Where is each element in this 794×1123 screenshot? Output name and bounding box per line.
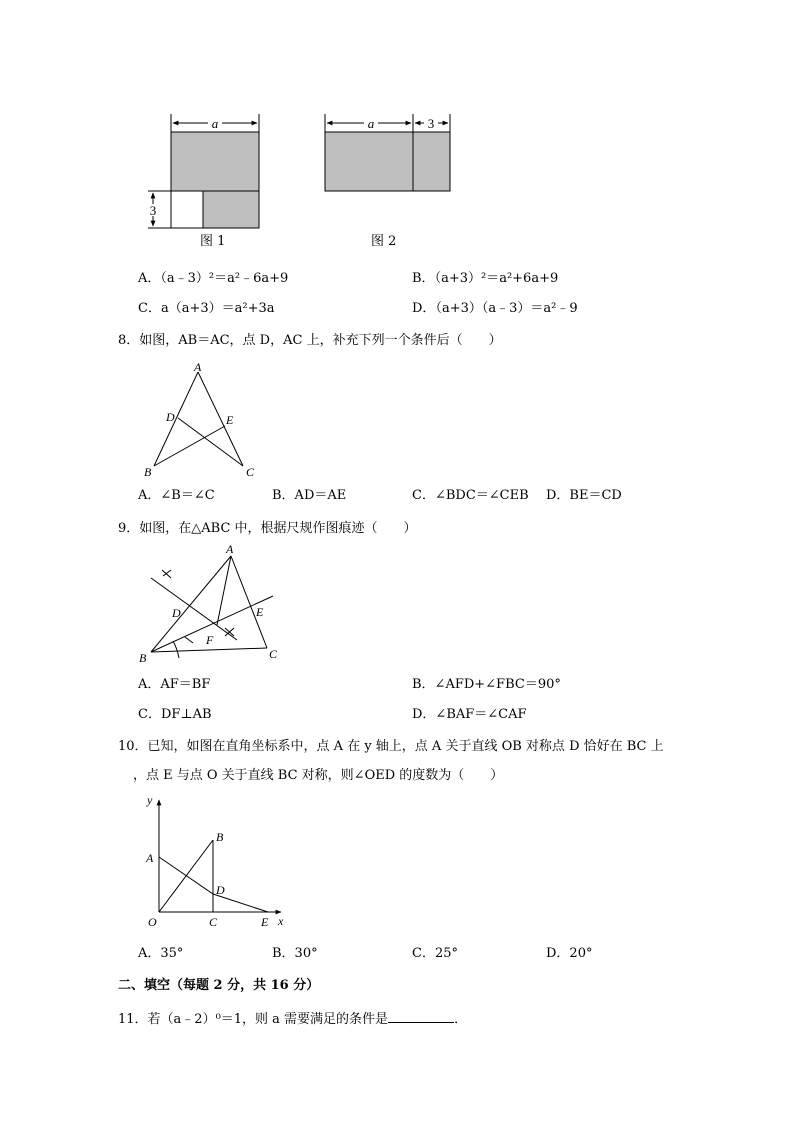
- q9-option-d[interactable]: D．∠BAF＝∠CAF: [412, 707, 527, 722]
- q9-label-b: B: [139, 651, 147, 665]
- q7-option-d-letter: D．: [412, 301, 436, 316]
- q11-stem-before: 11．若（a﹣2）⁰＝1，则 a 需要满足的条件是: [118, 1012, 389, 1027]
- q7-figure-2: [320, 108, 460, 198]
- q9-label-e: E: [256, 605, 264, 619]
- q10-label-x: x: [278, 914, 284, 928]
- fig2-label-a: a: [367, 116, 375, 131]
- q8-figure: [140, 360, 280, 480]
- q8-label-b: B: [144, 465, 152, 479]
- q9-option-a[interactable]: A．AF＝BF: [138, 677, 211, 692]
- section2-heading: 二、填空（每题 2 分，共 16 分）: [118, 978, 320, 993]
- q9-label-f: F: [206, 633, 214, 647]
- q8-option-d[interactable]: D．BE＝CD: [546, 488, 622, 503]
- q10-option-c[interactable]: C．25°: [412, 946, 458, 961]
- q9-figure: [135, 540, 285, 670]
- q10-stem-line2: ，点 E 与点 O 关于直线 BC 对称，则∠OED 的度数为（ ）: [133, 768, 504, 783]
- q7-figure-1: [140, 108, 280, 248]
- fig1-label-3: 3: [149, 203, 157, 218]
- q7-option-b-text: （a+3）²＝a²+6a+9: [434, 271, 559, 286]
- q10-option-a[interactable]: A．35°: [138, 946, 184, 961]
- q8-option-c[interactable]: C．∠BDC＝∠CEB: [412, 488, 529, 503]
- q7-option-d[interactable]: [412, 301, 578, 317]
- q8-option-b[interactable]: B．AD＝AE: [272, 488, 347, 503]
- q11-stem-after: ．: [454, 1012, 468, 1027]
- q11-answer-blank[interactable]: [388, 1010, 454, 1023]
- q10-label-o: O: [148, 915, 157, 929]
- q7-option-c-letter: C．: [138, 301, 161, 316]
- q7-option-d-text: （a+3）（a﹣3）＝a²﹣9: [435, 301, 578, 316]
- fig1-caption: 图 1: [200, 234, 226, 249]
- fig1-label-a: a: [211, 116, 219, 131]
- q10-label-a: A: [146, 851, 154, 865]
- q10-label-b: B: [216, 830, 224, 844]
- q9-stem: 9．如图，在△ABC 中，根据尺规作图痕迹（ ）: [118, 521, 417, 536]
- q9-option-c[interactable]: C．DF⊥AB: [138, 707, 212, 722]
- q7-option-a-letter: A．: [138, 271, 161, 286]
- q10-stem-line1: 10．已知，如图在直角坐标系中，点 A 在 y 轴上，点 A 关于直线 OB 对称点 D 恰好在 BC 上: [118, 739, 664, 754]
- q10-option-b[interactable]: B．30°: [272, 946, 318, 961]
- q10-label-d: D: [216, 883, 225, 897]
- q8-label-d: D: [166, 410, 175, 424]
- q10-label-c: C: [209, 915, 218, 929]
- q9-label-d: D: [172, 606, 181, 620]
- q10-label-y: y: [147, 793, 153, 807]
- q10-label-e: E: [261, 915, 269, 929]
- q8-option-a[interactable]: A．∠B＝∠C: [138, 488, 215, 503]
- q10-option-d[interactable]: D．20°: [546, 946, 593, 961]
- fig2-caption: 图 2: [371, 234, 397, 249]
- q7-option-c-text: a（a+3）＝a²+3a: [160, 301, 275, 316]
- q9-label-c: C: [269, 647, 278, 661]
- q8-label-a: A: [194, 360, 202, 374]
- q7-option-b-letter: B．: [412, 271, 435, 286]
- q7-option-b[interactable]: [412, 271, 558, 287]
- q8-stem: 8．如图，AB＝AC，点 D，AC 上，补充下列一个条件后（ ）: [118, 333, 502, 348]
- q9-option-b[interactable]: B．∠AFD+∠FBC＝90°: [412, 677, 561, 692]
- q7-option-c[interactable]: [138, 301, 275, 317]
- q11-stem: [118, 1010, 467, 1028]
- q8-label-c: C: [246, 465, 255, 479]
- q7-option-a-text: （a﹣3）²＝a²﹣6a+9: [160, 271, 289, 286]
- fig2-label-3: 3: [427, 116, 435, 131]
- q7-option-a[interactable]: [138, 271, 288, 287]
- q10-figure: [135, 790, 295, 930]
- q9-label-a: A: [226, 542, 234, 556]
- q8-label-e: E: [226, 413, 234, 427]
